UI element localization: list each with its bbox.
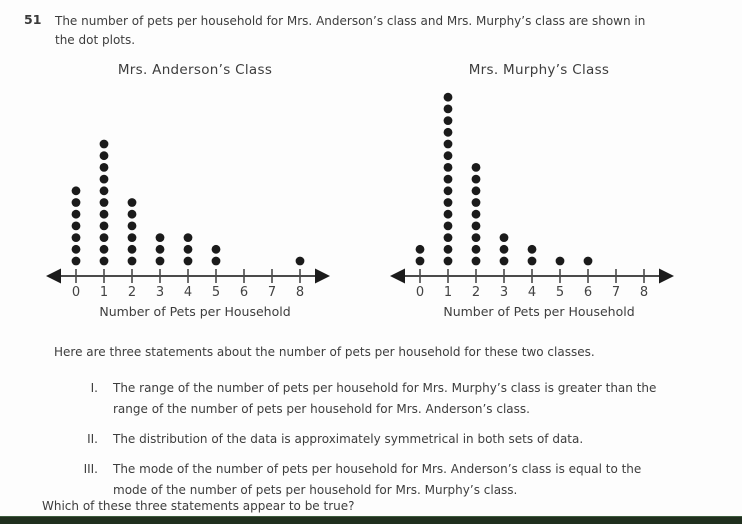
final-question: Which of these three statements appear to be true? [42,499,355,513]
data-dot [416,245,425,254]
data-dot [156,257,165,266]
tick-label: 0 [71,285,81,300]
tick-label: 5 [211,285,221,300]
x-axis-label-anderson: Number of Pets per Household [99,304,291,319]
data-dot [72,257,81,266]
statement-item-2 [40,429,720,450]
data-dot [72,245,81,254]
data-dot [584,257,593,266]
dot-plot-canvas-anderson [36,84,354,302]
data-dot [100,210,109,219]
data-dot [128,210,137,219]
statement-item-1 [40,378,720,420]
data-dot [472,198,481,207]
data-dot [528,257,537,266]
statement-text-2: The distribution of the data is approximately symmetrical in both sets of data. [113,432,584,446]
data-dot [184,257,193,266]
dot-plot-canvas-murphy [380,84,698,302]
data-dot [72,186,81,195]
data-dot [128,222,137,231]
data-dot [184,233,193,242]
data-dot [444,186,453,195]
tick-label: 7 [267,285,277,300]
data-dot [500,233,509,242]
data-dot [444,257,453,266]
question-text: The number of pets per household for Mrs. Anderson’s class and Mrs. Murphy’s class are shown in the dot plots. [55,14,646,47]
data-dot [128,233,137,242]
data-dot [212,245,221,254]
tick-label: 3 [499,285,509,300]
data-dot [500,257,509,266]
x-axis-label-murphy: Number of Pets per Household [443,304,635,319]
bottom-bar [0,516,742,524]
data-dot [128,257,137,266]
statement-text-1: The range of the number of pets per household for Mrs. Murphy’s class is greater than the range of the number of pets per household for Mrs. Anderson’s class. [113,381,657,416]
tick-label: 6 [583,285,593,300]
plot-title-anderson: Mrs. Anderson’s Class [117,62,273,78]
data-dot [72,222,81,231]
data-dot [416,257,425,266]
data-dot [472,175,481,184]
data-dot [472,210,481,219]
data-dot [444,128,453,137]
data-dot [472,186,481,195]
tick-label: 2 [471,285,481,300]
data-dot [444,105,453,114]
data-dot [156,245,165,254]
statements-intro: Here are three statements about the number of pets per household for these two classes. [54,345,595,359]
data-dot [556,257,565,266]
right-arrowhead-icon [315,269,330,284]
data-dot [100,233,109,242]
data-dot [472,222,481,231]
tick-label: 5 [555,285,565,300]
data-dot [100,186,109,195]
data-dot [472,257,481,266]
data-dot [72,198,81,207]
dot-plot-anderson [36,62,354,319]
data-dot [212,257,221,266]
tick-label: 1 [99,285,109,300]
tick-label: 7 [611,285,621,300]
plot-title-murphy: Mrs. Murphy’s Class [468,62,610,78]
tick-label: 4 [527,285,537,300]
data-dot [100,257,109,266]
data-dot [444,210,453,219]
data-dot [444,116,453,125]
data-dot [444,198,453,207]
tick-label: 6 [239,285,249,300]
data-dot [472,163,481,172]
data-dot [472,233,481,242]
data-dot [444,140,453,149]
statement-item-3 [40,459,720,501]
data-dot [100,198,109,207]
data-dot [472,245,481,254]
data-dot [444,245,453,254]
data-dot [528,245,537,254]
data-dot [296,257,305,266]
tick-label: 2 [127,285,137,300]
data-dot [100,163,109,172]
statement-text-3: The mode of the number of pets per household for Mrs. Anderson’s class is equal to the mode of the number of pets per household for Mrs. Murphy’s class. [113,462,642,497]
left-arrowhead-icon [390,269,405,284]
statement-numeral-2: II. [87,432,98,446]
statements-list [40,378,720,510]
statement-numeral-3: III. [83,462,98,476]
data-dot [128,245,137,254]
right-arrowhead-icon [659,269,674,284]
data-dot [72,210,81,219]
data-dot [72,233,81,242]
data-dot [444,93,453,102]
tick-label: 8 [295,285,305,300]
tick-label: 0 [415,285,425,300]
question-number: 51 [24,12,42,27]
data-dot [444,233,453,242]
data-dot [100,151,109,160]
tick-label: 8 [639,285,649,300]
data-dot [100,222,109,231]
data-dot [184,245,193,254]
left-arrowhead-icon [46,269,61,284]
data-dot [500,245,509,254]
data-dot [444,163,453,172]
dot-plot-murphy [380,62,698,319]
tick-label: 1 [443,285,453,300]
data-dot [444,175,453,184]
statement-numeral-1: I. [90,381,98,395]
data-dot [100,175,109,184]
data-dot [156,233,165,242]
data-dot [100,140,109,149]
data-dot [100,245,109,254]
tick-label: 4 [183,285,193,300]
data-dot [444,151,453,160]
data-dot [444,222,453,231]
tick-label: 3 [155,285,165,300]
data-dot [128,198,137,207]
